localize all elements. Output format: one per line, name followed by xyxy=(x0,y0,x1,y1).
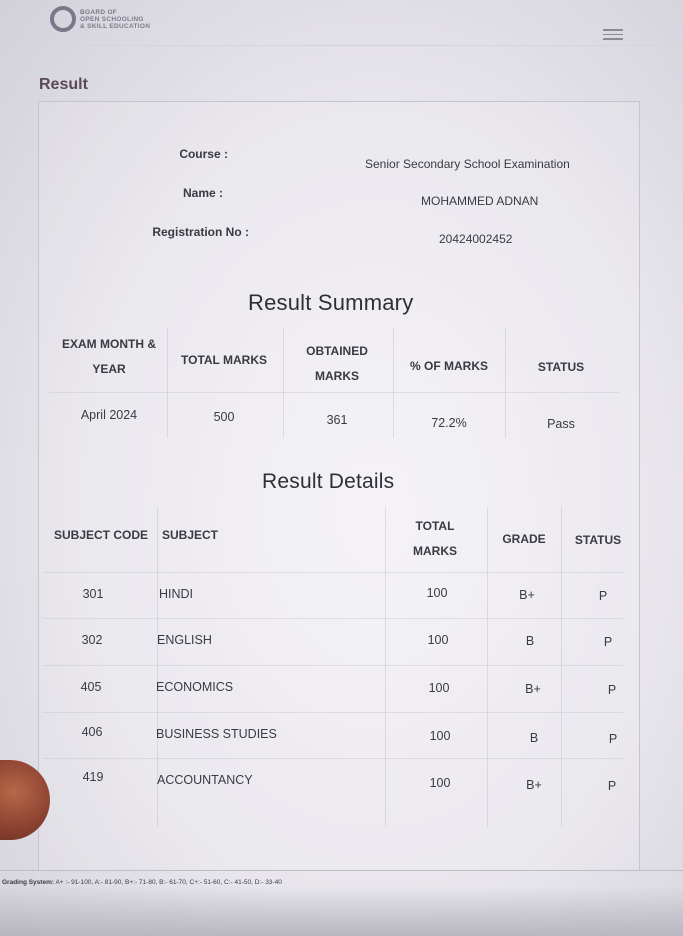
summary-header-exam-month xyxy=(53,332,165,382)
details-title: Result Details xyxy=(262,470,395,493)
page-title: Result xyxy=(39,76,88,93)
logo-text xyxy=(80,9,170,30)
subject-grade: B xyxy=(529,731,539,745)
details-header-code: SUBJECT CODE xyxy=(53,528,148,542)
subject-grade: B+ xyxy=(519,588,535,602)
subject-total: 100 xyxy=(428,681,450,695)
summary-header-obtained-line1: OBTAINED xyxy=(306,344,368,358)
subject-total: 100 xyxy=(426,586,448,600)
summary-header-obtained-line2: MARKS xyxy=(315,369,359,383)
subject-code: 406 xyxy=(81,725,103,739)
subject-total: 100 xyxy=(429,776,451,790)
summary-status: Pass xyxy=(547,417,575,431)
logo-ring-icon xyxy=(50,6,76,32)
subject-total: 100 xyxy=(427,633,449,647)
summary-header-status: STATUS xyxy=(537,360,585,374)
subject-grade: B+ xyxy=(525,682,541,696)
registration-label: Registration No : xyxy=(152,225,249,239)
subject-name: ENGLISH xyxy=(157,633,212,647)
subject-code: 405 xyxy=(80,680,102,694)
footer-divider xyxy=(0,870,683,871)
subject-code: 301 xyxy=(82,587,104,601)
summary-percent: 72.2% xyxy=(431,416,467,430)
board-logo xyxy=(50,6,170,32)
subject-name: BUSINESS STUDIES xyxy=(156,727,277,741)
subject-name: ACCOUNTANCY xyxy=(157,773,253,787)
summary-title: Result Summary xyxy=(248,290,414,315)
subject-grade: B xyxy=(525,634,535,648)
course-value: Senior Secondary School Examination xyxy=(365,157,570,171)
grading-text: A+ :- 91-100, A:- 81-90, B+:- 71-80, B:- 61-70, C+:- 51-60, C:- 41-50, D:- 33-40 xyxy=(55,879,282,886)
subject-total: 100 xyxy=(429,729,451,743)
details-header-total-line2: MARKS xyxy=(413,544,457,558)
details-header-total-line1: TOTAL xyxy=(415,519,455,533)
summary-exam-month: April 2024 xyxy=(80,408,138,422)
subject-status: P xyxy=(608,732,618,746)
subject-name: HINDI xyxy=(159,587,194,601)
subject-status: P xyxy=(607,779,617,793)
grading-system-note xyxy=(2,879,282,886)
summary-header-percent: % OF MARKS xyxy=(410,359,488,373)
page-bottom-shadow xyxy=(0,886,683,936)
course-label: Course : xyxy=(179,147,228,161)
grading-label: Grading System: xyxy=(2,879,55,886)
name-label: Name : xyxy=(182,186,223,200)
summary-header-obtained xyxy=(285,339,389,389)
subject-name: ECONOMICS xyxy=(156,680,234,694)
result-card xyxy=(38,101,640,871)
subject-status: P xyxy=(607,683,617,697)
subject-status: P xyxy=(603,635,613,649)
summary-header-exam-month-line2: YEAR xyxy=(92,362,126,376)
logo-line-1: BOARD OF xyxy=(80,8,118,16)
header-divider xyxy=(0,45,683,46)
logo-line-2: OPEN SCHOOLING xyxy=(80,15,144,23)
details-header-status: STATUS xyxy=(574,533,622,547)
summary-header-exam-month-line1: EXAM MONTH & xyxy=(62,337,156,351)
logo-line-3: & SKILL EDUCATION xyxy=(80,22,151,30)
summary-total-marks: 500 xyxy=(213,410,235,424)
subject-grade: B+ xyxy=(526,778,542,792)
registration-value: 20424002452 xyxy=(439,232,513,246)
details-header-subject: SUBJECT xyxy=(162,528,219,542)
subject-status: P xyxy=(598,589,608,603)
details-header-total xyxy=(385,514,485,564)
hamburger-menu-icon[interactable] xyxy=(603,29,623,43)
subject-code: 419 xyxy=(82,770,104,784)
details-header-grade: GRADE xyxy=(502,532,546,546)
summary-obtained: 361 xyxy=(326,413,348,427)
name-value: MOHAMMED ADNAN xyxy=(421,194,539,208)
summary-header-total-marks: TOTAL MARKS xyxy=(181,353,267,367)
subject-code: 302 xyxy=(81,633,103,647)
